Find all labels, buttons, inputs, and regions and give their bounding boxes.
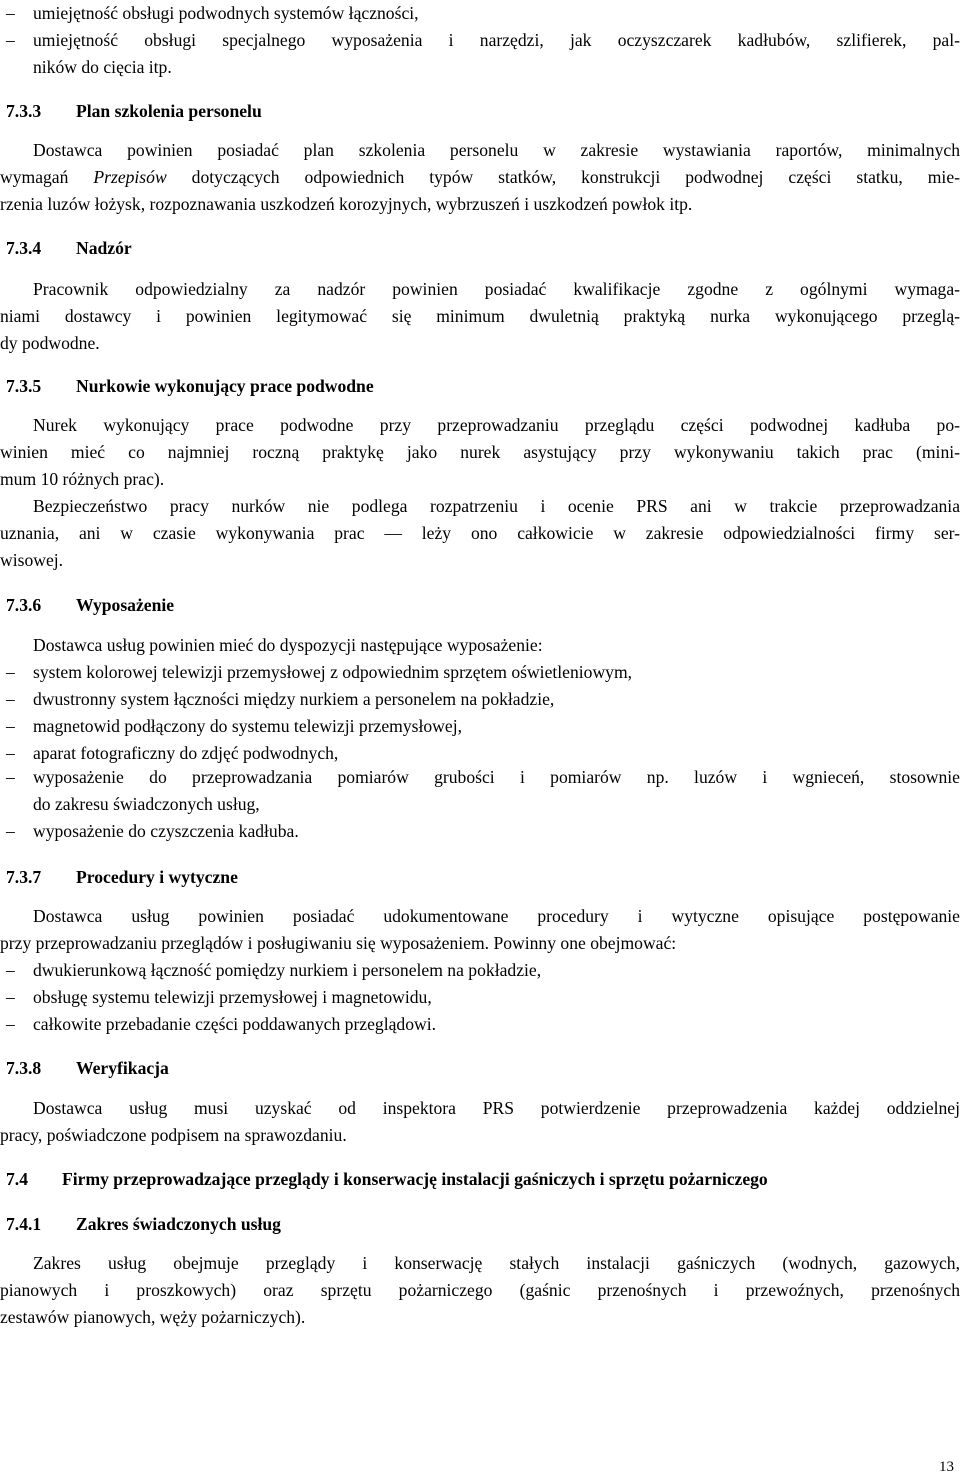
italic-term: Przepisów <box>93 167 167 187</box>
paragraph-text: Bezpieczeństwo pracy nurków nie podlega rozpatrzeniu i ocenie PRS ani w trakcie przeprowadzania <box>33 496 960 516</box>
paragraph-line <box>0 547 960 573</box>
section-heading-7-3-5 <box>0 373 960 399</box>
list-item-text: całkowite przebadanie części poddawanych przeglądowi. <box>33 1014 436 1034</box>
list-dash: – <box>6 767 15 787</box>
paragraph-line <box>0 1304 960 1330</box>
paragraph-line <box>0 903 960 929</box>
list-item-continuation: do zakresu świadczonych usług, <box>33 794 260 814</box>
paragraph-line <box>0 330 960 356</box>
list-dash: – <box>6 662 15 682</box>
list-item-text: umiejętność obsługi specjalnego wyposażenia i narzędzi, jak oczyszczarek kadłubów, szlifierek, pal- <box>33 30 960 50</box>
paragraph-text: dy podwodne. <box>0 333 100 353</box>
paragraph-text: uznania, ani w czasie wykonywania prac — leży ono całkowicie w zakresie odpowiedzialności firmy ser- <box>0 523 960 543</box>
paragraph-text: niami dostawcy i powinien legitymować się minimum dwuletnią praktyką nurka wykonującego przeglą- <box>0 306 960 326</box>
list-item-continuation: ników do cięcia itp. <box>33 57 172 77</box>
paragraph-text: pracy, poświadczone podpisem na sprawozdaniu. <box>0 1125 347 1145</box>
list-item <box>0 957 960 983</box>
section-number: 7.4 <box>6 1169 28 1189</box>
paragraph-text: rzenia luzów łożysk, rozpoznawania uszkodzeń korozyjnych, wybrzuszeń i uszkodzeń powłok itp. <box>0 194 693 214</box>
paragraph-line <box>0 520 960 546</box>
section-heading-7-3-3 <box>0 98 960 124</box>
paragraph-line <box>0 191 960 217</box>
section-title: Weryfikacja <box>76 1058 169 1078</box>
list-dash: – <box>6 987 15 1007</box>
list-dash: – <box>6 30 15 50</box>
paragraph-line <box>0 303 960 329</box>
section-number: 7.3.5 <box>6 376 42 396</box>
section-number: 7.3.7 <box>6 867 42 887</box>
section-heading-7-3-4 <box>0 235 960 261</box>
text-line <box>0 54 960 80</box>
paragraph-line <box>0 1250 960 1276</box>
paragraph-line <box>0 930 960 956</box>
section-title: Firmy przeprowadzające przeglądy i konserwację instalacji gaśniczych i sprzętu pożarniczego <box>62 1169 768 1189</box>
section-heading-7-4 <box>0 1166 960 1192</box>
section-number: 7.3.3 <box>6 101 42 121</box>
paragraph-text: Dostawca usług powinien posiadać udokumentowane procedury i wytyczne opisujące postępowanie <box>33 906 960 926</box>
list-item-text: magnetowid podłączony do systemu telewizji przemysłowej, <box>33 716 462 736</box>
paragraph-text: przy przeprowadzaniu przeglądów i posługiwaniu się wyposażeniem. Powinny one obejmować: <box>0 933 677 953</box>
paragraph-line <box>0 137 960 163</box>
text-line <box>0 791 960 817</box>
list-item <box>0 659 960 685</box>
list-dash: – <box>6 3 15 23</box>
list-item <box>0 713 960 739</box>
list-item-text: dwukierunkową łączność pomiędzy nurkiem i personelem na pokładzie, <box>33 960 542 980</box>
paragraph-line <box>0 164 960 190</box>
section-title: Nadzór <box>76 238 132 258</box>
paragraph-text: Dostawca usług powinien mieć do dyspozycji następujące wyposażenie: <box>33 635 543 655</box>
section-title: Procedury i wytyczne <box>76 867 238 887</box>
section-title: Nurkowie wykonujący prace podwodne <box>76 376 374 396</box>
list-dash: – <box>6 716 15 736</box>
paragraph-line <box>0 1277 960 1303</box>
list-dash: – <box>6 1014 15 1034</box>
paragraph-text: wymagań <box>0 167 94 187</box>
paragraph-text: mum 10 różnych prac). <box>0 469 165 489</box>
paragraph-text: Pracownik odpowiedzialny za nadzór powinien posiadać kwalifikacje zgodne z ogólnymi wymaga- <box>33 279 960 299</box>
paragraph-text: Zakres usług obejmuje przeglądy i konserwację stałych instalacji gaśniczych (wodnych, gazowych, <box>33 1253 960 1273</box>
list-item <box>0 740 960 766</box>
list-item-text: umiejętność obsługi podwodnych systemów łączności, <box>33 3 419 23</box>
paragraph-text: Dostawca usług musi uzyskać od inspektora PRS potwierdzenie przeprowadzenia każdej oddzielnej <box>33 1098 960 1118</box>
section-title: Plan szkolenia personelu <box>76 101 262 121</box>
list-dash: – <box>6 743 15 763</box>
paragraph-text: Dostawca powinien posiadać plan szkolenia personelu w zakresie wystawiania raportów, minimalnych <box>33 140 960 160</box>
list-dash: – <box>6 689 15 709</box>
paragraph-text: Nurek wykonujący prace podwodne przy przeprowadzaniu przeglądu części podwodnej kadłuba po- <box>33 415 960 435</box>
list-item-text: wyposażenie do czyszczenia kadłuba. <box>33 821 299 841</box>
section-number: 7.3.6 <box>6 595 42 615</box>
list-item <box>0 27 960 53</box>
section-number: 7.3.4 <box>6 238 42 258</box>
paragraph-text: wisowej. <box>0 550 64 570</box>
section-title: Zakres świadczonych usług <box>76 1214 281 1234</box>
list-item <box>0 764 960 790</box>
paragraph-line <box>0 466 960 492</box>
section-number: 7.3.8 <box>6 1058 42 1078</box>
paragraph-line <box>0 276 960 302</box>
list-item <box>0 686 960 712</box>
paragraph-text: dotyczących odpowiednich typów statków, konstrukcji podwodnej części statku, mie- <box>166 167 960 187</box>
section-heading-7-4-1 <box>0 1211 960 1237</box>
list-dash: – <box>6 960 15 980</box>
paragraph-line <box>0 412 960 438</box>
list-item <box>0 984 960 1010</box>
section-heading-7-3-7 <box>0 864 960 890</box>
paragraph-text: zestawów pianowych, węży pożarniczych). <box>0 1307 306 1327</box>
list-item-text: wyposażenie do przeprowadzania pomiarów grubości i pomiarów np. luzów i wgnieceń, stosownie <box>33 767 960 787</box>
list-item-text: obsługę systemu telewizji przemysłowej i magnetowidu, <box>33 987 432 1007</box>
paragraph-line <box>0 1122 960 1148</box>
section-number: 7.4.1 <box>6 1214 42 1234</box>
page-number: 13 <box>939 1459 954 1475</box>
paragraph-line <box>0 632 960 658</box>
list-item-text: dwustronny system łączności między nurkiem a personelem na pokładzie, <box>33 689 555 709</box>
list-item <box>0 818 960 844</box>
list-item <box>0 1011 960 1037</box>
list-item-text: aparat fotograficzny do zdjęć podwodnych, <box>33 743 339 763</box>
list-item-text: system kolorowej telewizji przemysłowej z odpowiednim sprzętem oświetleniowym, <box>33 662 633 682</box>
paragraph-text: pianowych i proszkowych) oraz sprzętu pożarniczego (gaśnic przenośnych i przewoźnych, przenośnych <box>0 1280 960 1300</box>
section-heading-7-3-8 <box>0 1055 960 1081</box>
paragraph-text: winien mieć co najmniej roczną praktykę jako nurek asystujący przy wykonywaniu takich prac (mini- <box>0 442 960 462</box>
paragraph-line <box>0 439 960 465</box>
list-item <box>0 0 960 26</box>
section-heading-7-3-6 <box>0 592 960 618</box>
list-dash: – <box>6 821 15 841</box>
section-title: Wyposażenie <box>76 595 175 615</box>
paragraph-line <box>0 493 960 519</box>
paragraph-line <box>0 1095 960 1121</box>
